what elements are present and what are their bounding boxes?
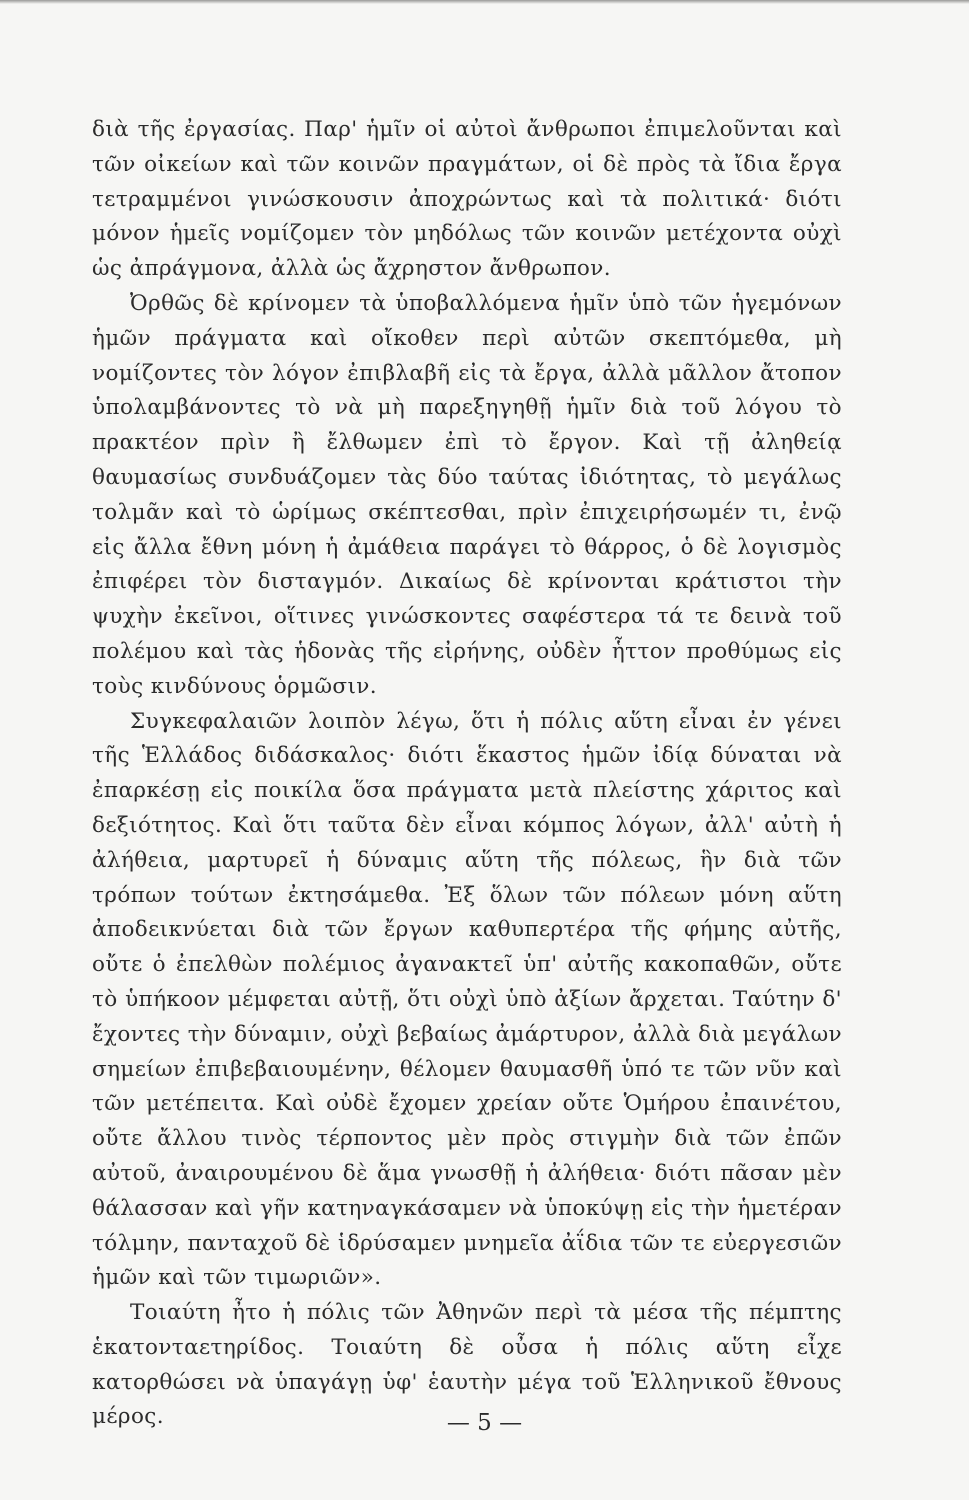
page-number: — 5 — (446, 1410, 523, 1436)
page-top-edge (0, 0, 969, 4)
body-text (92, 113, 842, 1435)
paragraph-4: Τοιαύτη ἦτο ἡ πόλις τῶν Ἀθηνῶν περὶ τὰ μέσα τῆς πέμπτης ἑκατονταετηρίδος. Τοιαύτη δὲ οὖσα ἡ πόλις αὕτη εἶχε κατορθώσει νὰ ὑπαγάγῃ ὑφ' ἑαυτὴν μέγα τοῦ Ἑλληνικοῦ ἔθνους μέρος. (92, 1300, 842, 1430)
paragraph-3: Συγκεφαλαιῶν λοιπὸν λέγω, ὅτι ἡ πόλις αὕτη εἶναι ἐν γένει τῆς Ἑλλάδος διδάσκαλος· διότι ἕκαστος ἡμῶν ἰδίᾳ δύναται νὰ ἐπαρκέσῃ εἰς ποικίλα ὅσα πράγματα μετὰ πλείστης χάριτος καὶ δεξιότητος. Καὶ ὅτι ταῦτα δὲν εἶναι κόμπος λόγων, ἀλλ' αὐτὴ ἡ ἀλήθεια, μαρτυρεῖ ἡ δύναμις αὕτη τῆς πόλεως, ἣν διὰ τῶν τρόπων τούτων ἐκτησάμεθα. Ἐξ ὅλων τῶν πόλεων μόνη αὕτη ἀποδεικνύεται διὰ τῶν ἔργων καθυπερτέρα τῆς φήμης αὐτῆς, οὔτε ὁ ἐπελθὼν πολέμιος ἀγανακτεῖ ὑπ' αὐτῆς κακοπαθῶν, οὔτε τὸ ὑπήκοον μέμφεται αὐτῇ, ὅτι οὐχὶ ὑπὸ ἀξίων ἄρχεται. Ταύτην δ' ἔχοντες τὴν δύναμιν, οὐχὶ βεβαίως ἀμάρτυρον, ἀλλὰ διὰ μεγάλων σημείων ἐπιβεβαιουμένην, θέλομεν θαυμασθῆ ὑπό τε τῶν νῦν καὶ τῶν μετέπειτα. Καὶ οὐδὲ ἔχομεν χρείαν οὔτε Ὁμήρου ἐπαινέτου, οὔτε ἄλλου τινὸς τέρποντος μὲν πρὸς στιγμὴν διὰ τῶν ἐπῶν αὐτοῦ, ἀναιρουμένου δὲ ἅμα γνωσθῇ ἡ ἀλήθεια· διότι πᾶσαν μὲν θάλασσαν καὶ γῆν κατηναγκάσαμεν νὰ ὑποκύψῃ εἰς τὴν ἡμετέραν τόλμην, πανταχοῦ δὲ ἱδρύσαμεν μνημεῖα ἀΐδια τῶν τε εὐεργεσιῶν ἡμῶν καὶ τῶν τιμωριῶν». (92, 708, 842, 1291)
paragraph-1: διὰ τῆς ἐργασίας. Παρ' ἡμῖν οἱ αὐτοὶ ἄνθρωποι ἐπιμελοῦνται καὶ τῶν οἰκείων καὶ τῶν κοινῶν πραγμάτων, οἱ δὲ πρὸς τὰ ἴδια ἔργα τετραμμένοι γινώσκουσιν ἀποχρώντως καὶ τὰ πολιτικά· διότι μόνον ἡμεῖς νομίζομεν τὸν μηδόλως τῶν κοινῶν μετέχοντα οὐχὶ ὡς ἀπράγμονα, ἀλλὰ ὡς ἄχρηστον ἄνθρωπον. (92, 117, 842, 282)
paragraph-2: Ὀρθῶς δὲ κρίνομεν τὰ ὑποβαλλόμενα ἡμῖν ὑπὸ τῶν ἡγεμόνων ἡμῶν πράγματα καὶ οἴκοθεν περὶ αὐτῶν σκεπτόμεθα, μὴ νομίζοντες τὸν λόγον ἐπιβλαβῆ εἰς τὰ ἔργα, ἀλλὰ μᾶλλον ἄτοπον ὑπολαμβάνοντες τὸ νὰ μὴ παρεξηγηθῇ ἡμῖν διὰ τοῦ λόγου τὸ πρακτέον πρὶν ἢ ἔλθωμεν ἐπὶ τὸ ἔργον. Καὶ τῇ ἀληθείᾳ θαυμασίως συνδυάζομεν τὰς δύο ταύτας ἰδιότητας, τὸ μεγάλως τολμᾶν καὶ τὸ ὡρίμως σκέπτεσθαι, πρὶν ἐπιχειρήσωμέν τι, ἐνῷ εἰς ἄλλα ἔθνη μόνη ἡ ἀμάθεια παράγει τὸ θάρρος, ὁ δὲ λογισμὸς ἐπιφέρει τὸν δισταγμόν. Δικαίως δὲ κρίνονται κράτιστοι τὴν ψυχὴν ἐκεῖνοι, οἵτινες γινώσκοντες σαφέστερα τά τε δεινὰ τοῦ πολέμου καὶ τὰς ἡδονὰς τῆς εἰρήνης, οὐδὲν ἧττον προθύμως εἰς τοὺς κινδύνους ὁρμῶσιν. (92, 290, 842, 699)
